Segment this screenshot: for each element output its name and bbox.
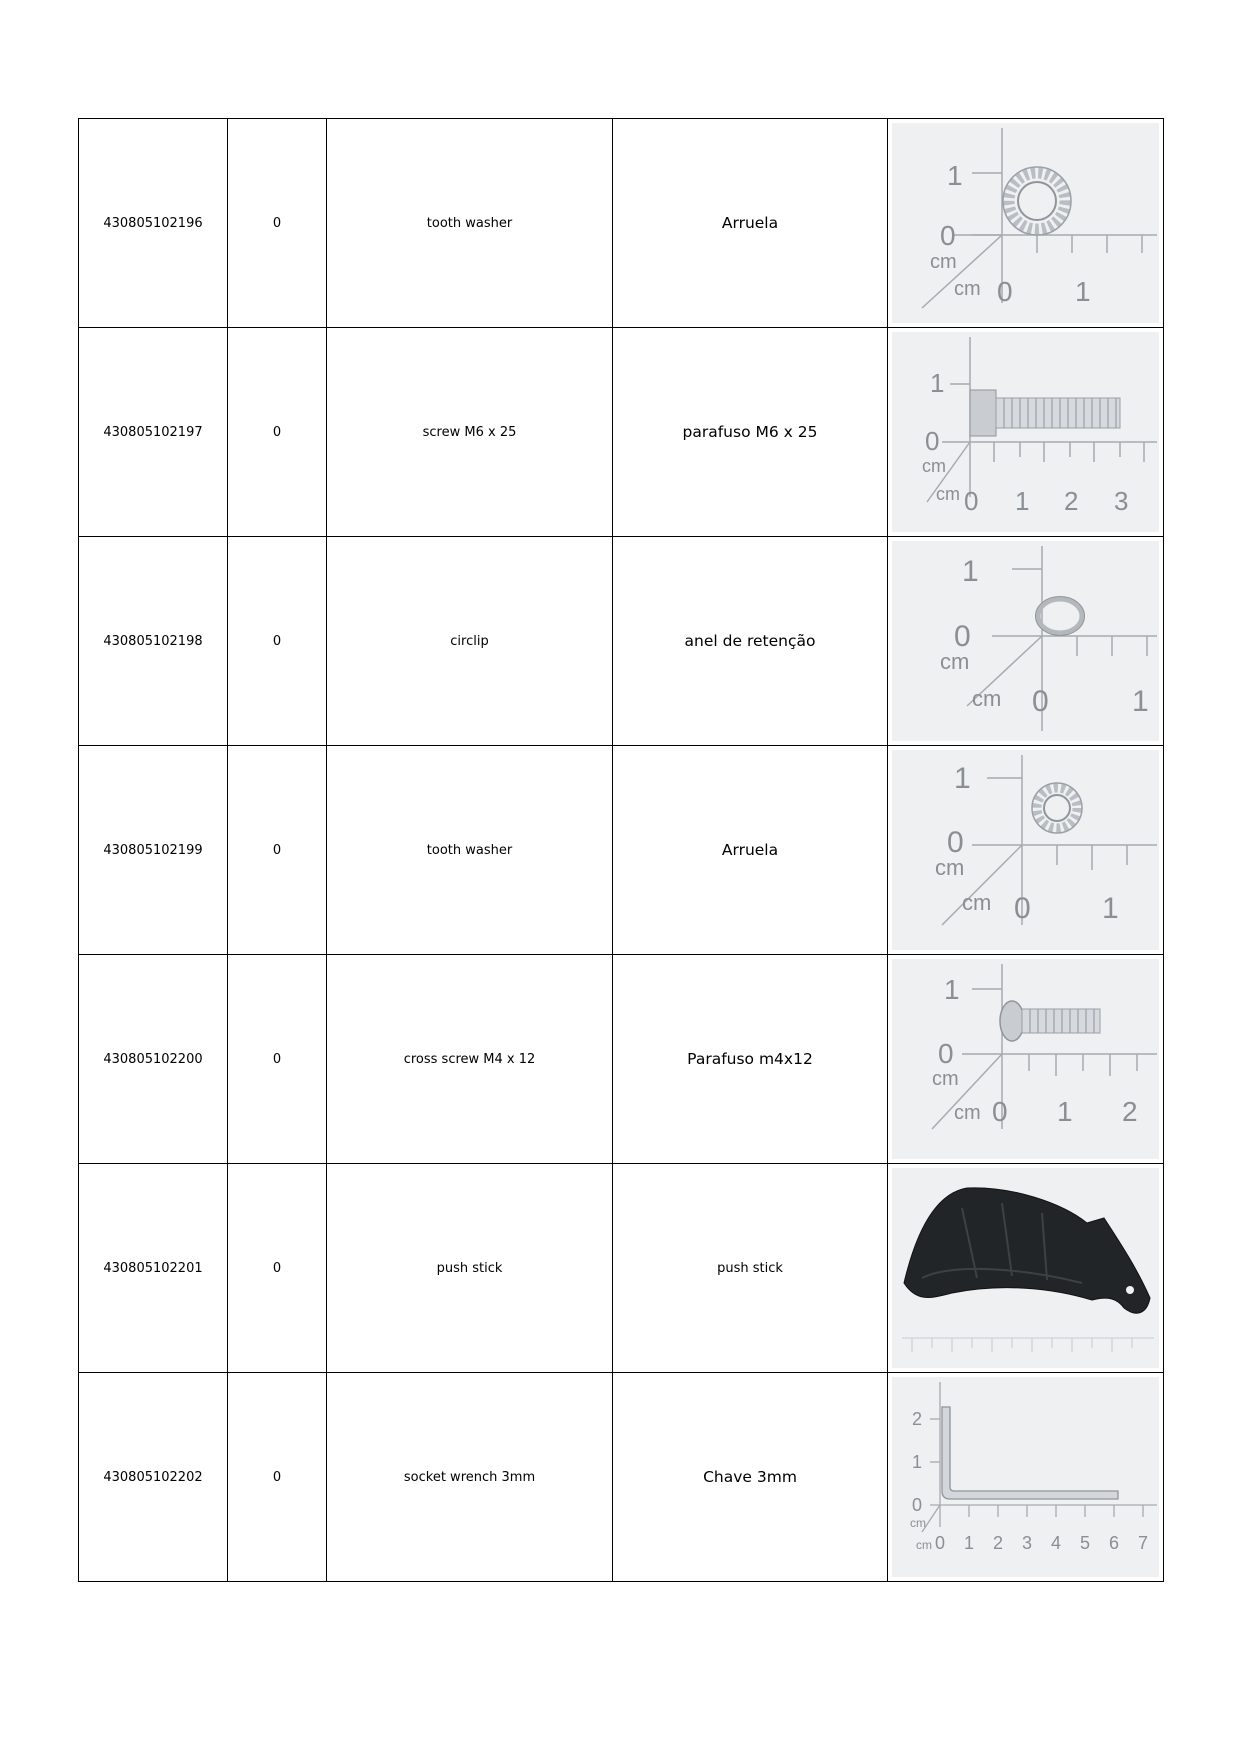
scale-label: 2 (1064, 486, 1079, 516)
description-pt: Parafuso m4x12 (613, 955, 888, 1164)
scale-unit: cm (935, 855, 965, 880)
scale-unit: cm (962, 890, 992, 915)
scale-label: 5 (1080, 1533, 1091, 1553)
scale-label: 3 (1114, 486, 1129, 516)
push-stick-photo (892, 1168, 1159, 1368)
scale-label: 0 (947, 826, 964, 859)
part-number: 430805102197 (79, 328, 228, 537)
part-image-cell (888, 328, 1164, 537)
part-number: 430805102202 (79, 1373, 228, 1582)
table-row (79, 537, 1164, 746)
description-pt: Arruela (613, 746, 888, 955)
table-row (79, 746, 1164, 955)
part-number: 430805102201 (79, 1164, 228, 1373)
part-image-cell (888, 746, 1164, 955)
quantity: 0 (228, 955, 327, 1164)
table-row (79, 119, 1164, 328)
scale-label: 2 (1122, 1096, 1138, 1127)
scale-label: 1 (947, 160, 963, 191)
scale-label: 1 (962, 555, 979, 588)
description-en: screw M6 x 25 (327, 328, 613, 537)
scale-label: 7 (1138, 1533, 1149, 1553)
scale-unit: cm (916, 1538, 932, 1552)
scale-label: 1 (1015, 486, 1030, 516)
table-row (79, 1373, 1164, 1582)
scale-label: 3 (1022, 1533, 1033, 1553)
part-image-cell (888, 1164, 1164, 1373)
scale-label: 0 (954, 620, 971, 653)
table-row (79, 955, 1164, 1164)
scale-label: 1 (1075, 276, 1091, 307)
scale-label: 1 (954, 762, 971, 795)
scale-label: 2 (993, 1533, 1004, 1553)
part-image-cell (888, 1373, 1164, 1582)
scale-label: 1 (1132, 685, 1149, 718)
scale-label: 1 (912, 1452, 923, 1472)
scale-label: 6 (1109, 1533, 1120, 1553)
hex-screw-photo (892, 332, 1159, 532)
scale-unit: cm (940, 649, 970, 674)
tooth-washer-photo (892, 750, 1159, 950)
description-en: cross screw M4 x 12 (327, 955, 613, 1164)
scale-label: 0 (1032, 685, 1049, 718)
scale-unit: cm (954, 278, 981, 300)
description-pt: parafuso M6 x 25 (613, 328, 888, 537)
scale-label: 0 (912, 1495, 923, 1515)
part-number: 430805102196 (79, 119, 228, 328)
description-pt: Chave 3mm (613, 1373, 888, 1582)
table-row (79, 328, 1164, 537)
scale-label: 2 (912, 1409, 923, 1429)
description-en: socket wrench 3mm (327, 1373, 613, 1582)
description-en: tooth washer (327, 119, 613, 328)
quantity: 0 (228, 746, 327, 955)
table-row (79, 1164, 1164, 1373)
scale-unit: cm (910, 1516, 926, 1530)
part-number: 430805102199 (79, 746, 228, 955)
part-number: 430805102198 (79, 537, 228, 746)
scale-unit: cm (954, 1102, 981, 1124)
part-image-cell (888, 119, 1164, 328)
scale-label: 1 (1057, 1096, 1073, 1127)
scale-label: 0 (997, 276, 1013, 307)
description-pt: anel de retenção (613, 537, 888, 746)
scale-unit: cm (930, 251, 957, 273)
scale-label: 0 (925, 426, 940, 456)
scale-unit: cm (936, 484, 960, 504)
scale-unit: cm (922, 456, 946, 476)
description-pt: Arruela (613, 119, 888, 328)
tooth-washer-photo (892, 123, 1159, 323)
part-image-cell (888, 955, 1164, 1164)
scale-label: 1 (930, 368, 945, 398)
scale-label: 1 (944, 974, 960, 1005)
scale-label: 1 (1102, 892, 1119, 925)
scale-unit: cm (932, 1068, 959, 1090)
description-en: tooth washer (327, 746, 613, 955)
scale-label: 0 (992, 1096, 1008, 1127)
quantity: 0 (228, 1373, 327, 1582)
scale-unit: cm (972, 686, 1002, 711)
part-image-cell (888, 537, 1164, 746)
part-number: 430805102200 (79, 955, 228, 1164)
scale-label: 0 (1014, 892, 1031, 925)
description-en: circlip (327, 537, 613, 746)
scale-label: 0 (938, 1038, 954, 1069)
scale-label: 0 (964, 486, 979, 516)
scale-label: 0 (935, 1533, 946, 1553)
description-pt: push stick (613, 1164, 888, 1373)
quantity: 0 (228, 1164, 327, 1373)
scale-label: 4 (1051, 1533, 1062, 1553)
quantity: 0 (228, 328, 327, 537)
parts-table (78, 118, 1164, 1582)
cross-screw-photo (892, 959, 1159, 1159)
scale-label: 0 (940, 220, 956, 251)
quantity: 0 (228, 119, 327, 328)
description-en: push stick (327, 1164, 613, 1373)
allen-key-photo (892, 1377, 1159, 1577)
circlip-photo (892, 541, 1159, 741)
quantity: 0 (228, 537, 327, 746)
scale-label: 1 (964, 1533, 975, 1553)
